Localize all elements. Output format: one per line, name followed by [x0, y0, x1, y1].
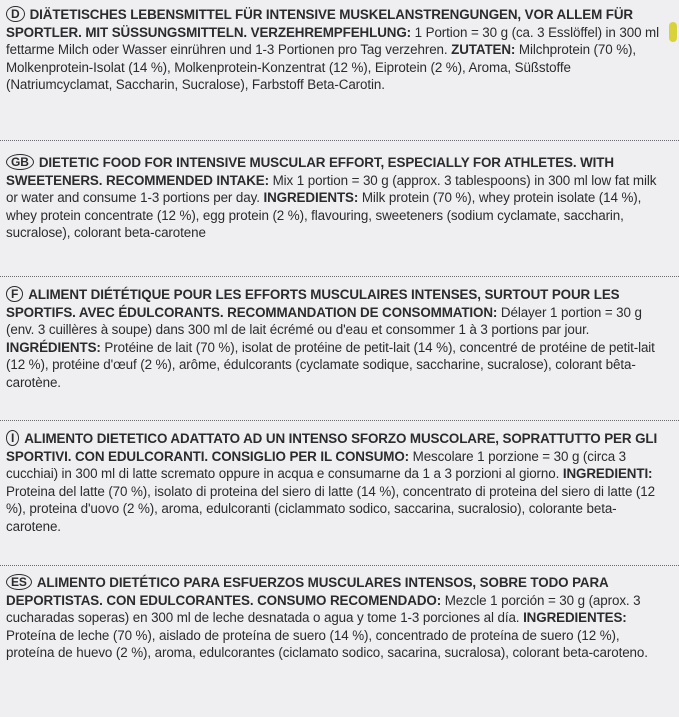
section-paragraph — [6, 430, 671, 536]
intake-label: CONSIGLIO PER IL CONSUMO: — [211, 448, 410, 464]
ingredients-label: INGREDIENTS: — [263, 190, 359, 206]
section-paragraph — [6, 286, 671, 392]
section-heading: ALIMENTO DIETETICO ADATTATO AD UN INTENSO SFORZO MUSCOLARE, SOPRATTUTTO PER GLI SPORTIVI. CON EDULCORANTI. — [6, 431, 658, 464]
ingredients-label: INGRÉDIENTS: — [6, 339, 101, 355]
language-badge: F — [6, 286, 23, 302]
ingredients-text: Milk protein (70 %), whey protein isolate (14 %), whey protein concentrate (12 %), egg protein (2 %), flavouring, sweeteners (sodium cyclamate, saccharin, sucralose), colorant beta-carotene — [6, 190, 642, 241]
intake-label: VERZEHREMPFEHLUNG: — [250, 24, 412, 40]
intake-text: Mescolare 1 porzione = 30 g (circa 3 cucchiai) in 300 ml di latte scremato oppure in acqua e consumarne da 1 a 3 porzioni al giorno. — [6, 448, 627, 482]
section-es — [6, 574, 671, 662]
intake-text: Mezcle 1 porción = 30 g (aprox. 3 cucharadas soperas) en 300 ml de leche desnatada o agua y tome 1-3 porciones al día. — [6, 592, 641, 626]
language-badge: D — [6, 6, 25, 22]
intake-label: RECOMMENDED INTAKE: — [106, 172, 269, 188]
language-badge: ES — [6, 574, 32, 590]
language-badge: GB — [6, 154, 34, 170]
section-paragraph — [6, 154, 671, 242]
section-fr — [6, 286, 671, 392]
section-divider — [0, 565, 679, 566]
ingredients-text: Milchprotein (70 %), Molkenprotein-Isolat (14 %), Molkenprotein-Konzentrat (12 %), Eiprotein (2 %), Aroma, Süßstoffe (Natriumcyclamat, Saccharin, Sucralose), Farbstoff Beta-Carotin. — [6, 42, 636, 93]
intake-label: RECOMMANDATION DE CONSOMMATION: — [227, 304, 498, 320]
section-divider — [0, 276, 679, 277]
section-paragraph — [6, 6, 671, 94]
section-heading: DIETETIC FOOD FOR INTENSIVE MUSCULAR EFFORT, ESPECIALLY FOR ATHLETES. WITH SWEETENERS. — [6, 155, 614, 188]
intake-label: CONSUMO RECOMENDADO: — [257, 592, 442, 608]
ingredients-text: Protéine de lait (70 %), isolat de protéine de petit-lait (14 %), concentré de protéine de petit-lait (12 %), protéine d'œuf (2 %), arôme, édulcorants (cyclamate sodique, saccharine, sucralose), colorant bêta-carotène. — [6, 339, 655, 390]
ingredients-label: ZUTATEN: — [451, 42, 516, 58]
section-heading: ALIMENT DIÉTÉTIQUE POUR LES EFFORTS MUSCULAIRES INTENSES, SURTOUT POUR LES SPORTIFS. AVEC ÉDULCORANTS. — [6, 287, 620, 320]
section-heading: ALIMENTO DIETÉTICO PARA ESFUERZOS MUSCULARES INTENSOS, SOBRE TODO PARA DEPORTISTAS. CON EDULCORANTES. — [6, 575, 609, 608]
intake-text: Délayer 1 portion = 30 g (env. 3 cuillères à soupe) dans 300 ml de lait écrémé ou d'eau et consommer 1 à 3 portions par jour. — [6, 304, 642, 338]
ingredients-text: Proteína de leche (70 %), aislado de proteína de suero (14 %), concentrado de proteína de suero (12 %), proteína de huevo (2 %), aroma, edulcorantes (ciclamato sodico, sacarina, sucralosa), colorant beta-caroteno. — [6, 627, 648, 661]
language-badge: I — [6, 430, 19, 446]
section-it — [6, 430, 671, 536]
section-divider — [0, 140, 679, 141]
ingredients-label: INGREDIENTES: — [523, 610, 627, 626]
section-heading: DIÄTETISCHES LEBENSMITTEL FÜR INTENSIVE MUSKELANSTRENGUNGEN, VOR ALLEM FÜR SPORTLER. MIT SÜSSUNGSMITTELN. — [6, 7, 633, 40]
section-gb — [6, 154, 671, 242]
section-paragraph — [6, 574, 671, 662]
ingredients-text: Proteina del latte (70 %), isolato di proteina del siero di latte (14 %), concentrato di proteina del siero di latte (12 %), proteina d'uovo (2 %), aroma, edulcoranti (ciclammato sodico, saccarina, sucralosio), colorante beta-carotene. — [6, 483, 655, 534]
intake-text: 1 Portion = 30 g (ca. 3 Esslöffel) in 300 ml fettarme Milch oder Wasser einrühren und 1-3 Portionen pro Tag verzehren. — [6, 24, 659, 58]
section-de — [6, 6, 671, 94]
ingredients-label: INGREDIENTI: — [562, 466, 653, 482]
section-divider — [0, 420, 679, 421]
intake-text: Mix 1 portion = 30 g (approx. 3 tablespoons) in 300 ml low fat milk or water and consume 1-3 portions per day. — [6, 172, 657, 206]
